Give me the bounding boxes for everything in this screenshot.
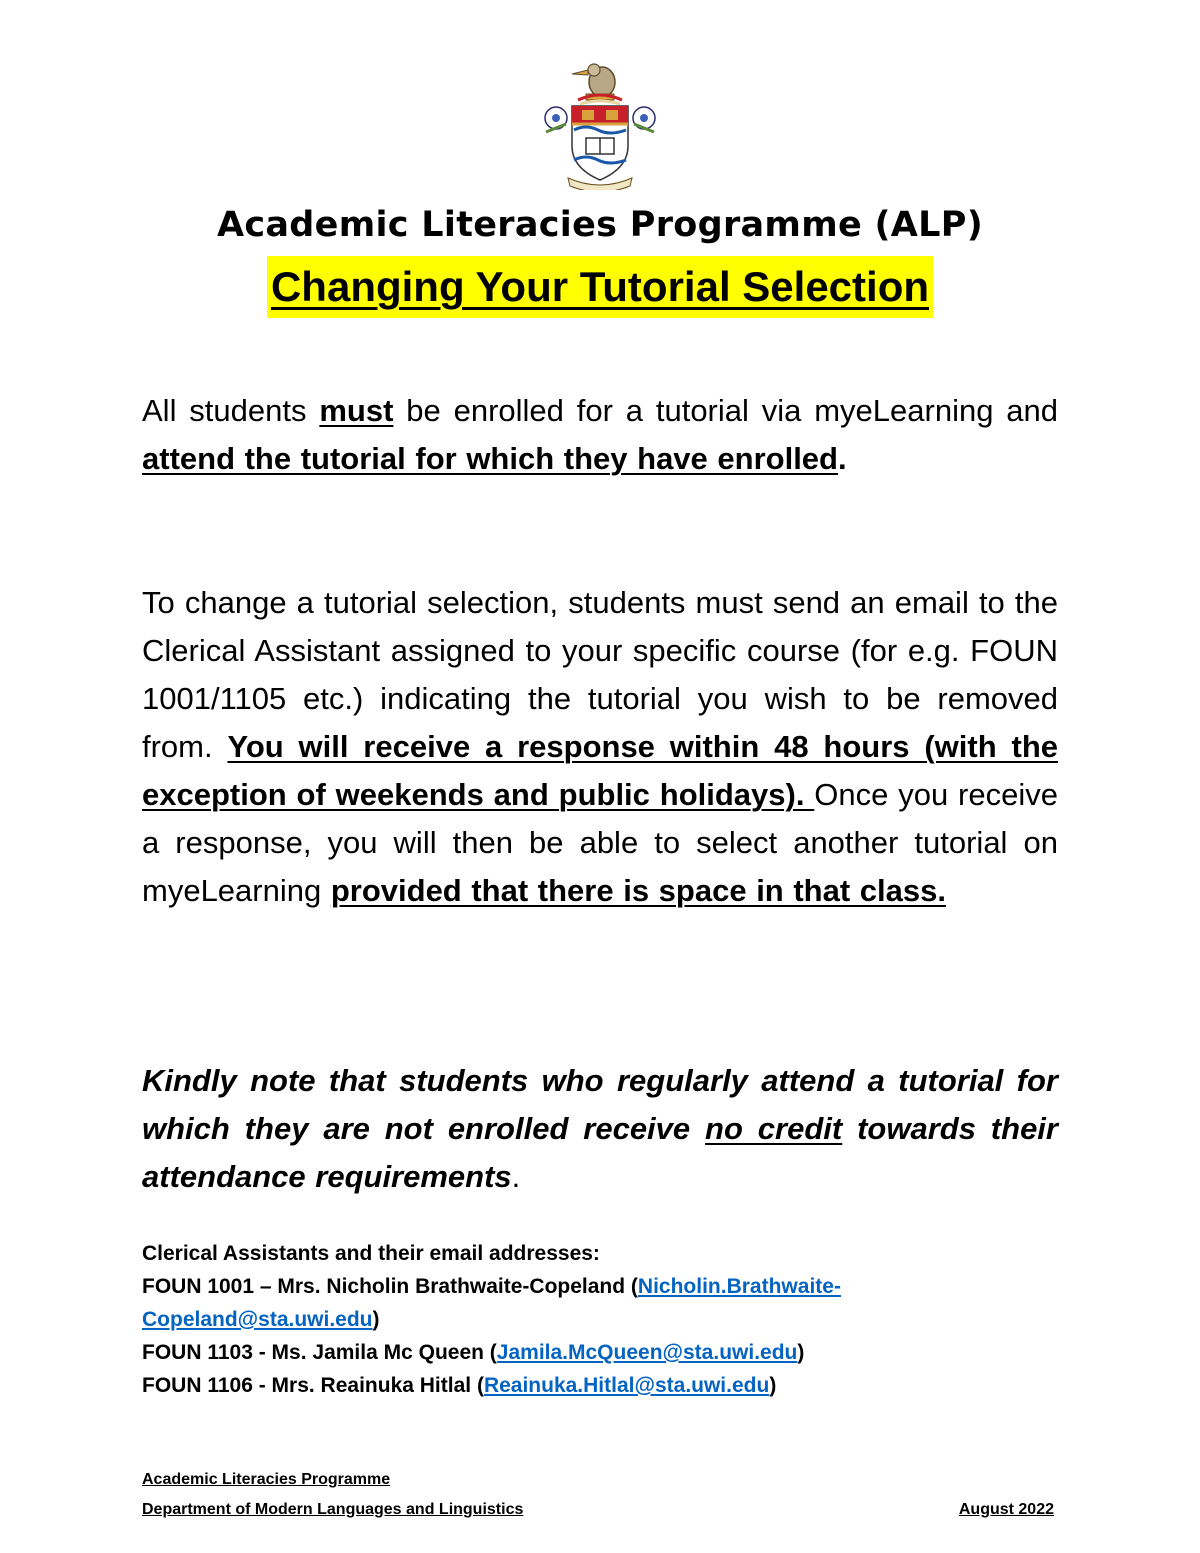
contact-entry	[142, 1336, 1058, 1369]
contact-label: FOUN 1106 - Mrs. Reainuka Hitlal (	[142, 1374, 484, 1397]
page-footer	[142, 1465, 1054, 1525]
contacts-section	[142, 1237, 1058, 1402]
footer-department: Department of Modern Languages and Linguistics	[142, 1501, 524, 1518]
attendance-note-paragraph	[142, 1057, 1058, 1201]
contact-entry	[142, 1270, 1058, 1336]
enrollment-paragraph	[142, 387, 1058, 483]
email-link-continued[interactable]	[142, 1308, 373, 1331]
change-procedure-paragraph	[142, 579, 1058, 915]
contact-label: FOUN 1103 - Ms. Jamila Mc Queen (	[142, 1341, 497, 1364]
page-title: Academic Literacies Programme (ALP)	[216, 205, 984, 245]
text-span: .	[511, 1159, 521, 1194]
contact-close: )	[372, 1308, 380, 1331]
text-span: .	[837, 441, 847, 476]
emphasis-no-credit: no credit	[705, 1111, 843, 1146]
email-text: Copeland@sta.uwi.edu	[142, 1308, 373, 1331]
email-text: Nicholin.Brathwaite-	[637, 1275, 841, 1298]
contact-close: )	[769, 1374, 777, 1397]
email-link[interactable]	[638, 1275, 841, 1298]
contacts-heading: Clerical Assistants and their email addresses:	[142, 1242, 600, 1265]
emphasis-attend: attend the tutorial for which they have enrolled	[142, 441, 838, 476]
text-span: towards their attendance requirements	[142, 1111, 1058, 1194]
page-subtitle: Changing Your Tutorial Selection	[267, 256, 933, 318]
text-span: Kindly note that students who regularly attend a tutorial for which they are not enrolled receive	[142, 1063, 1058, 1146]
email-link[interactable]: Reainuka.Hitlal@sta.uwi.edu	[483, 1374, 770, 1397]
contact-close: )	[797, 1341, 805, 1364]
footer-date: August 2022	[958, 1501, 1054, 1518]
emphasis-response-time: You will receive a response within 48 hours (with the exception of weekends and public holidays).	[142, 729, 1059, 812]
text-span: be enrolled for a tutorial via myeLearning and	[393, 393, 1059, 428]
contact-label: FOUN 1001 – Mrs. Nicholin Brathwaite-Copeland (	[142, 1275, 638, 1298]
emphasis-must: must	[319, 393, 394, 428]
text-span: To change a tutorial selection, students must send an email to the Clerical Assistant assigned to your specific course (for e.g. FOUN 1001/1105 etc.) indicating the tutorial you wish to be removed from.	[142, 585, 1058, 764]
footer-programme: Academic Literacies Programme	[142, 1471, 391, 1488]
contact-entry	[142, 1369, 1058, 1402]
text-span: All students	[142, 393, 320, 428]
email-link[interactable]: Jamila.McQueen@sta.uwi.edu	[496, 1341, 798, 1364]
university-crest-icon	[538, 60, 662, 190]
text-span: Once you receive a response, you will then be able to select another tutorial on myeLearning	[142, 777, 1058, 908]
emphasis-space-available: provided that there is space in that class.	[330, 873, 946, 908]
